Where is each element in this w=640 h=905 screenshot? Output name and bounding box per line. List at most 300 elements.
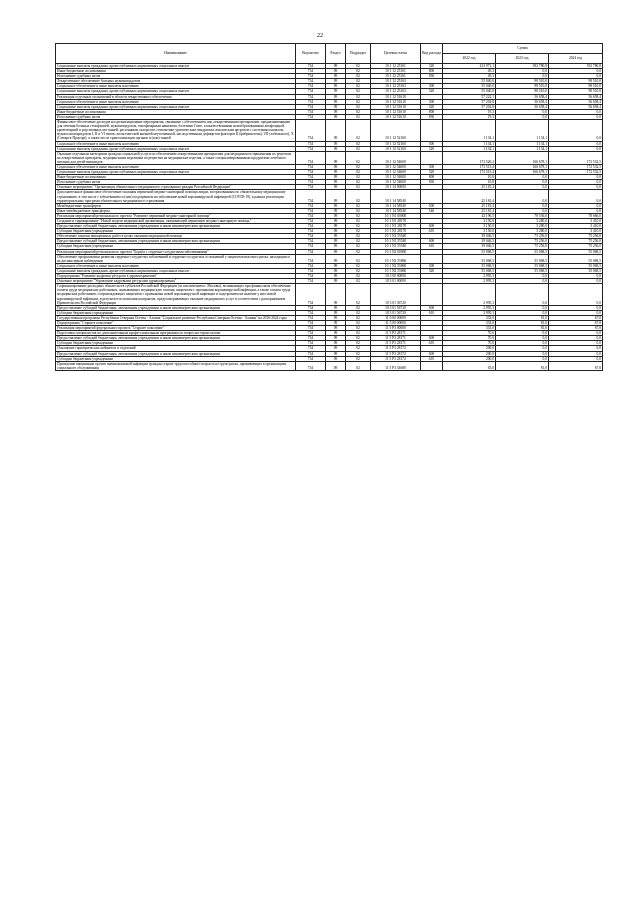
sum-2022-cell: 10,8 <box>443 175 496 180</box>
row-name-cell: Социальное обеспечение и иные выплаты населению <box>56 141 296 146</box>
vid-raskhoda-cell: 600 <box>421 239 443 244</box>
podrazdel-cell: 02 <box>346 64 371 69</box>
celevaya-statya-cell: 10 1 12 51610 <box>371 94 421 99</box>
podrazdel-cell: 02 <box>346 331 371 336</box>
vid-raskhoda-cell: 540 <box>421 208 443 213</box>
row-name-cell: Реализация отдельных полномочий в области лекарственного обеспечения <box>56 94 296 99</box>
sum-2022-cell: 49,3 <box>443 74 496 79</box>
sum-2023-cell: 55 068,5 <box>496 268 549 273</box>
vedomstvo-cell: 734 <box>296 151 326 164</box>
vedomstvo-cell: 734 <box>296 351 326 356</box>
celevaya-statya-cell: 11 5 P3 28171 <box>371 341 421 346</box>
sum-2022-cell: 333,0 <box>443 315 496 320</box>
vedomstvo-cell: 734 <box>296 64 326 69</box>
sum-2023-cell: 166 678,1 <box>496 151 549 164</box>
celevaya-statya-cell: 11 5 P3 28171 <box>371 331 421 336</box>
vid-raskhoda-cell: 600 <box>421 305 443 310</box>
razdel-cell: 09 <box>326 120 346 141</box>
sum-2023-cell: 3 280,0 <box>496 224 549 229</box>
sum-2023-cell: 81,0 <box>496 320 549 325</box>
table-body <box>56 64 603 371</box>
row-name-cell: Оказание отдельным категориям граждан социальной услуги по обеспечению лекарственными препаратами для медицинского применения по рецептам на лекарственные препараты, медицинскими изделиями по рецептам на медицинские изделия, а также специализированными продуктами лечебного питания для детей-инвалидов <box>56 151 296 164</box>
sum-2022-cell: 2 995,3 <box>443 305 496 310</box>
podrazdel-cell: 02 <box>346 208 371 213</box>
sum-2022-cell: 2 995,3 <box>443 284 496 305</box>
sum-2023-cell: 0,0 <box>496 274 549 279</box>
podrazdel-cell: 02 <box>346 346 371 351</box>
sum-2023-cell: 55 068,5 <box>496 249 549 254</box>
celevaya-statya-cell: 11 5 P3 54680 <box>371 361 421 370</box>
sum-2024-cell: 0,0 <box>549 341 603 346</box>
sum-2023-cell: 0,0 <box>496 175 549 180</box>
razdel-cell: 09 <box>326 180 346 185</box>
podrazdel-cell: 02 <box>346 219 371 224</box>
vedomstvo-cell: 734 <box>296 305 326 310</box>
sum-2024-cell: 172 532,5 <box>549 164 603 169</box>
sum-2024-cell: 55 068,5 <box>549 263 603 268</box>
sum-2024-cell: 55 068,5 <box>549 249 603 254</box>
razdel-cell: 09 <box>326 190 346 203</box>
row-name-cell: Основное мероприятие "Организация обязательного медицинского страхования граждан Российской Федерации" <box>56 185 296 190</box>
celevaya-statya-cell: 11 5 P3 28171 <box>371 336 421 341</box>
razdel-cell: 09 <box>326 249 346 254</box>
vid-raskhoda-cell: 610 <box>421 310 443 315</box>
sum-2022-cell: 55 068,5 <box>443 263 496 268</box>
row-name-cell: Субсидии бюджетным учреждениям <box>56 341 296 346</box>
sum-2022-cell: 1 134,1 <box>443 141 496 146</box>
vedomstvo-cell: 734 <box>296 224 326 229</box>
sum-2022-cell: 55 068,5 <box>443 249 496 254</box>
celevaya-statya-cell: 10 1 12 25163 <box>371 89 421 94</box>
sum-2023-cell: 0,0 <box>496 109 549 114</box>
table-row <box>56 284 603 305</box>
sum-2024-cell: 75 256,0 <box>549 244 603 249</box>
podrazdel-cell: 02 <box>346 180 371 185</box>
sum-2024-cell: 0,0 <box>549 208 603 213</box>
sum-2022-cell: 19,3 <box>443 114 496 119</box>
vid-raskhoda-cell: 800 <box>421 175 443 180</box>
vedomstvo-cell: 734 <box>296 69 326 74</box>
sum-2022-cell: 200,0 <box>443 346 496 351</box>
razdel-cell: 09 <box>326 224 346 229</box>
razdel-cell: 09 <box>326 94 346 99</box>
sum-2022-cell: 200,0 <box>443 351 496 356</box>
podrazdel-cell: 02 <box>346 310 371 315</box>
vid-raskhoda-cell <box>421 120 443 141</box>
podrazdel-cell: 02 <box>346 175 371 180</box>
sum-2024-cell: 56 658,4 <box>549 104 603 109</box>
podrazdel-cell: 02 <box>346 315 371 320</box>
row-name-cell: Социальное обеспечение и иные выплаты населению <box>56 99 296 104</box>
sum-2024-cell: 0,0 <box>549 114 603 119</box>
row-name-cell: Социальные выплаты гражданам, кроме публичных нормативных социальных выплат <box>56 146 296 151</box>
razdel-cell: 09 <box>326 219 346 224</box>
sum-2023-cell: 81,0 <box>496 326 549 331</box>
sum-2023-cell: 0,0 <box>496 114 549 119</box>
razdel-cell: 09 <box>326 268 346 273</box>
sum-2024-cell: 0,0 <box>549 351 603 356</box>
sum-2023-cell: 0,0 <box>496 346 549 351</box>
podrazdel-cell: 02 <box>346 120 371 141</box>
sum-2022-cell: 3 150,0 <box>443 224 496 229</box>
row-name-cell: Исполнение судебных актов <box>56 114 296 119</box>
sum-2023-cell: 81,0 <box>496 361 549 370</box>
row-name-cell: Подпрограмма "Развитие кадровых ресурсов в здравоохранении" <box>56 274 296 279</box>
sum-2022-cell: 57 202,8 <box>443 104 496 109</box>
celevaya-statya-cell: 10 1 14 00000 <box>371 185 421 190</box>
podrazdel-cell: 02 <box>346 114 371 119</box>
header-vedomstvo: Ведомство <box>296 44 326 64</box>
celevaya-statya-cell: 10 1 12 51610 <box>371 114 421 119</box>
header-razdel: Раздел <box>326 44 346 64</box>
row-name-cell: Иные бюджетные ассигнования <box>56 175 296 180</box>
vedomstvo-cell: 734 <box>296 170 326 175</box>
sum-2023-cell: 0,0 <box>496 74 549 79</box>
row-name-cell: Исполнение судебных актов <box>56 74 296 79</box>
celevaya-statya-cell: 10 1 N1 28170 <box>371 219 421 224</box>
sum-2023-cell: 56 658,4 <box>496 99 549 104</box>
row-name-cell: Иные межбюджетные трансферты <box>56 208 296 213</box>
razdel-cell: 09 <box>326 84 346 89</box>
sum-2024-cell: 172 532,5 <box>549 170 603 175</box>
sum-2022-cell: 39 046,5 <box>443 234 496 239</box>
podrazdel-cell: 02 <box>346 254 371 263</box>
podrazdel-cell: 02 <box>346 224 371 229</box>
celevaya-statya-cell: 10 1 N2 55860 <box>371 263 421 268</box>
sum-2022-cell: 25 181,4 <box>443 185 496 190</box>
sum-2022-cell: 10,8 <box>443 180 496 185</box>
celevaya-statya-cell: 10 1 N1 55540 <box>371 244 421 249</box>
sum-2023-cell: 0,0 <box>496 203 549 208</box>
row-name-cell: Проведение вакцинации против пневмококковой инфекции граждан старше трудоспособного возраста из групп риска, проживающих в организациях социального обслуживания <box>56 361 296 370</box>
podrazdel-cell: 02 <box>346 141 371 146</box>
razdel-cell: 09 <box>326 279 346 284</box>
sum-2024-cell: 3 410,0 <box>549 224 603 229</box>
sum-2024-cell: 0,0 <box>549 180 603 185</box>
table-row <box>56 361 603 370</box>
row-name-cell: Социальное обеспечение и иные выплаты населению <box>56 263 296 268</box>
sum-2024-cell: 67,8 <box>549 326 603 331</box>
vid-raskhoda-cell: 830 <box>421 74 443 79</box>
vedomstvo-cell: 734 <box>296 249 326 254</box>
vedomstvo-cell: 734 <box>296 336 326 341</box>
row-name-cell: Субсидии бюджетным учреждениям <box>56 356 296 361</box>
sum-2023-cell: 0,0 <box>496 341 549 346</box>
vid-raskhoda-cell: 320 <box>421 89 443 94</box>
podrazdel-cell: 02 <box>346 99 371 104</box>
razdel-cell: 09 <box>326 244 346 249</box>
sum-2023-cell: 75 256,0 <box>496 244 549 249</box>
header-summa: Сумма <box>443 44 603 54</box>
razdel-cell: 09 <box>326 170 346 175</box>
razdel-cell: 09 <box>326 208 346 213</box>
vid-raskhoda-cell: 300 <box>421 141 443 146</box>
row-name-cell: Предоставление субсидий бюджетным, автономным учреждениям и иным некоммерческим организациям <box>56 336 296 341</box>
sum-2022-cell: 173 515,4 <box>443 164 496 169</box>
sum-2023-cell: 55 068,5 <box>496 254 549 263</box>
vedomstvo-cell: 734 <box>296 320 326 325</box>
celevaya-statya-cell: 10 1 14 58540 <box>371 190 421 203</box>
row-name-cell: Субсидии бюджетным учреждениям <box>56 310 296 315</box>
razdel-cell: 09 <box>326 284 346 305</box>
celevaya-statya-cell: 10 1 12 25163 <box>371 79 421 84</box>
sum-2022-cell: 173 526,2 <box>443 151 496 164</box>
podrazdel-cell: 02 <box>346 146 371 151</box>
razdel-cell: 09 <box>326 213 346 218</box>
table-row <box>56 151 603 164</box>
vedomstvo-cell: 734 <box>296 326 326 331</box>
row-name-cell: Субсидии бюджетным учреждениям <box>56 244 296 249</box>
sum-2022-cell: 55 040,0 <box>443 84 496 89</box>
sum-2024-cell: 67,8 <box>549 315 603 320</box>
vedomstvo-cell: 734 <box>296 239 326 244</box>
sum-2023-cell: 56 658,4 <box>496 94 549 99</box>
vedomstvo-cell: 734 <box>296 180 326 185</box>
sum-2023-cell: 75 256,0 <box>496 234 549 239</box>
vedomstvo-cell: 734 <box>296 104 326 109</box>
row-name-cell: Социальные выплаты гражданам, кроме публичных нормативных социальных выплат <box>56 268 296 273</box>
celevaya-statya-cell: 10 1 N1 28170 <box>371 229 421 234</box>
sum-2022-cell: 55 040,0 <box>443 79 496 84</box>
razdel-cell: 09 <box>326 69 346 74</box>
celevaya-statya-cell: 10 1 12 25161 <box>371 64 421 69</box>
vid-raskhoda-cell: 300 <box>421 84 443 89</box>
row-name-cell: Предоставление субсидий бюджетным, автономным учреждениям и иным некоммерческим организациям <box>56 351 296 356</box>
podrazdel-cell: 02 <box>346 244 371 249</box>
header-year-2024: 2024 год <box>549 54 603 64</box>
vedomstvo-cell: 734 <box>296 146 326 151</box>
razdel-cell: 09 <box>326 234 346 239</box>
razdel-cell: 09 <box>326 104 346 109</box>
row-name-cell: Реализация мероприятий федерального проекта "Старшее поколение" <box>56 326 296 331</box>
razdel-cell: 09 <box>326 361 346 370</box>
sum-2024-cell: 3 410,0 <box>549 219 603 224</box>
row-name-cell: Основное мероприятие "Управление кадровыми ресурсами здравоохранения" <box>56 279 296 284</box>
row-name-cell: Предоставление субсидий бюджетным, автономным учреждениям и иным некоммерческим организациям <box>56 224 296 229</box>
vedomstvo-cell: 734 <box>296 361 326 370</box>
sum-2023-cell: 0,0 <box>496 284 549 305</box>
vedomstvo-cell: 734 <box>296 279 326 284</box>
sum-2023-cell: 166 678,1 <box>496 170 549 175</box>
vedomstvo-cell: 734 <box>296 263 326 268</box>
row-name-cell: Лекарственное обеспечение больных муковисцидозом <box>56 79 296 84</box>
razdel-cell: 09 <box>326 315 346 320</box>
sum-2024-cell: 172 532,5 <box>549 151 603 164</box>
celevaya-statya-cell: 10 3 00 00000 <box>371 274 421 279</box>
razdel-cell: 09 <box>326 239 346 244</box>
podrazdel-cell: 02 <box>346 164 371 169</box>
celevaya-statya-cell: 10 1 12 54600 <box>371 151 421 164</box>
vedomstvo-cell: 734 <box>296 99 326 104</box>
podrazdel-cell: 02 <box>346 268 371 273</box>
row-name-cell: Социальные выплаты гражданам, кроме публичных нормативных социальных выплат <box>56 170 296 175</box>
sum-2024-cell: 98 510,0 <box>549 84 603 89</box>
celevaya-statya-cell: 10 1 12 51610 <box>371 99 421 104</box>
razdel-cell: 09 <box>326 346 346 351</box>
sum-2024-cell: 56 658,4 <box>549 94 603 99</box>
sum-2022-cell: 39 046,5 <box>443 239 496 244</box>
razdel-cell: 09 <box>326 164 346 169</box>
sum-2022-cell: 57 222,1 <box>443 94 496 99</box>
celevaya-statya-cell: 10 1 N1 55540 <box>371 234 421 239</box>
vid-raskhoda-cell: 610 <box>421 356 443 361</box>
sum-2023-cell: 0,0 <box>496 351 549 356</box>
row-name-cell: Предоставление субсидий бюджетным, автономным учреждениям и иным некоммерческим организациям <box>56 239 296 244</box>
vid-raskhoda-cell <box>421 254 443 263</box>
sum-2024-cell: 55 068,5 <box>549 254 603 263</box>
sum-2022-cell: 55 040,0 <box>443 89 496 94</box>
celevaya-statya-cell: 10 1 14 58540 <box>371 208 421 213</box>
celevaya-statya-cell: 10 3 01 56720 <box>371 310 421 315</box>
vedomstvo-cell: 734 <box>296 219 326 224</box>
sum-2022-cell: 49,3 <box>443 69 496 74</box>
sum-2023-cell: 1 134,1 <box>496 120 549 141</box>
podrazdel-cell: 02 <box>346 326 371 331</box>
podrazdel-cell: 02 <box>346 84 371 89</box>
vedomstvo-cell: 734 <box>296 268 326 273</box>
podrazdel-cell: 02 <box>346 94 371 99</box>
razdel-cell: 09 <box>326 254 346 263</box>
sum-2024-cell: 0,0 <box>549 310 603 315</box>
celevaya-statya-cell: 10 3 01 56720 <box>371 284 421 305</box>
vid-raskhoda-cell: 610 <box>421 244 443 249</box>
celevaya-statya-cell: 11 0 00 00000 <box>371 315 421 320</box>
sum-2022-cell: 333,0 <box>443 320 496 325</box>
row-name-cell: Обеспечение профилактики развития сердечно-сосудистых заболеваний и сердечно-сосудистых осложнений у пациентов высокого риска, находящихся на диспансерном наблюдении <box>56 254 296 263</box>
celevaya-statya-cell: 10 1 N1 28170 <box>371 224 421 229</box>
celevaya-statya-cell: 10 1 12 51610 <box>371 109 421 114</box>
table-row <box>56 190 603 203</box>
podrazdel-cell: 02 <box>346 305 371 310</box>
sum-2022-cell: 1 134,1 <box>443 120 496 141</box>
row-name-cell: Государственная программа Республики Северная Осетия - Алания "Социальное развитие Республики Северная Осетия - Алания" на 2016-2024 годы <box>56 315 296 320</box>
razdel-cell: 09 <box>326 203 346 208</box>
razdel-cell: 09 <box>326 331 346 336</box>
sum-2024-cell: 0,0 <box>549 190 603 203</box>
sum-2023-cell: 0,0 <box>496 180 549 185</box>
vid-raskhoda-cell: 300 <box>421 99 443 104</box>
sum-2023-cell: 81,0 <box>496 315 549 320</box>
podrazdel-cell: 02 <box>346 341 371 346</box>
razdel-cell: 09 <box>326 146 346 151</box>
sum-2024-cell: 392 780,8 <box>549 64 603 69</box>
vid-raskhoda-cell: 610 <box>421 341 443 346</box>
sum-2024-cell: 0,0 <box>549 331 603 336</box>
sum-2022-cell: 70,0 <box>443 341 496 346</box>
sum-2024-cell: 0,0 <box>549 141 603 146</box>
row-name-cell: Межбюджетные трансферты <box>56 203 296 208</box>
sum-2022-cell: 2 995,3 <box>443 279 496 284</box>
vedomstvo-cell: 734 <box>296 109 326 114</box>
sum-2024-cell: 78 666,0 <box>549 213 603 218</box>
sum-2022-cell: 333,0 <box>443 326 496 331</box>
header-year-2023: 2023 год <box>496 54 549 64</box>
vid-raskhoda-cell <box>421 190 443 203</box>
celevaya-statya-cell: 10 1 12 54600 <box>371 170 421 175</box>
table-row <box>56 254 603 263</box>
sum-2023-cell: 0,0 <box>496 331 549 336</box>
vedomstvo-cell: 734 <box>296 164 326 169</box>
vid-raskhoda-cell: 600 <box>421 336 443 341</box>
vid-raskhoda-cell: 600 <box>421 351 443 356</box>
podrazdel-cell: 02 <box>346 151 371 164</box>
sum-2024-cell: 55 068,5 <box>549 268 603 273</box>
row-name-cell: Иные бюджетные ассигнования <box>56 69 296 74</box>
vedomstvo-cell: 734 <box>296 234 326 239</box>
header-name: Наименование <box>56 44 296 64</box>
row-name-cell: Подготовка специалистов по дополнительным профессиональным программам по вопросам геронтологии <box>56 331 296 336</box>
sum-2023-cell: 0,0 <box>496 305 549 310</box>
sum-2023-cell: 0,0 <box>496 190 549 203</box>
sum-2022-cell: 42 196,5 <box>443 213 496 218</box>
podrazdel-cell: 02 <box>346 274 371 279</box>
vedomstvo-cell: 734 <box>296 74 326 79</box>
razdel-cell: 09 <box>326 175 346 180</box>
sum-2022-cell: 3 150,0 <box>443 219 496 224</box>
celevaya-statya-cell: 10 1 N1 00000 <box>371 213 421 218</box>
sum-2022-cell: 70,0 <box>443 331 496 336</box>
vedomstvo-cell: 734 <box>296 175 326 180</box>
razdel-cell: 09 <box>326 341 346 346</box>
table-row <box>56 120 603 141</box>
celevaya-statya-cell: 10 1 12 25161 <box>371 74 421 79</box>
razdel-cell: 09 <box>326 336 346 341</box>
sum-2023-cell: 166 678,1 <box>496 164 549 169</box>
row-name-cell: Дополнительное финансовое обеспечение оказания первичной медико-санитарной помощи лицам, застрахованным по обязательному медицинскому страхованию, в том числе с заболеванием и (или) подозрением на заболевание новой коронавирусной инфекцией (COVID-19), в рамках реализации территориальных программ обязательного медицинского страхования <box>56 190 296 203</box>
sum-2023-cell: 98 510,0 <box>496 79 549 84</box>
celevaya-statya-cell: 10 1 12 54600 <box>371 175 421 180</box>
sum-2024-cell: 0,0 <box>549 109 603 114</box>
razdel-cell: 09 <box>326 89 346 94</box>
vedomstvo-cell: 734 <box>296 120 326 141</box>
sum-2024-cell: 0,0 <box>549 305 603 310</box>
sum-2023-cell: 75 256,0 <box>496 239 549 244</box>
row-name-cell: Социальные выплаты гражданам, кроме публичных нормативных социальных выплат <box>56 104 296 109</box>
vedomstvo-cell: 734 <box>296 79 326 84</box>
row-name-cell: Субсидии бюджетным учреждениям <box>56 229 296 234</box>
sum-2024-cell: 0,0 <box>549 336 603 341</box>
sum-2024-cell: 98 510,0 <box>549 89 603 94</box>
razdel-cell: 09 <box>326 64 346 69</box>
vid-raskhoda-cell: 320 <box>421 104 443 109</box>
row-name-cell: Реализация мероприятий регионального проекта "Развитие первичной медико-санитарной помощи" <box>56 213 296 218</box>
vid-raskhoda-cell: 320 <box>421 170 443 175</box>
sum-2022-cell: 25 181,4 <box>443 208 496 213</box>
sum-2022-cell: 55 068,5 <box>443 268 496 273</box>
vid-raskhoda-cell: 830 <box>421 114 443 119</box>
razdel-cell: 09 <box>326 310 346 315</box>
sum-2022-cell: 25 181,4 <box>443 203 496 208</box>
razdel-cell: 09 <box>326 356 346 361</box>
row-name-cell: Обеспечение закупки авиационных работ в целях оказания медицинской помощи <box>56 234 296 239</box>
celevaya-statya-cell: 10 3 01 00000 <box>371 279 421 284</box>
sum-2024-cell: 0,0 <box>549 175 603 180</box>
celevaya-statya-cell: 11 5 00 00000 <box>371 320 421 325</box>
sum-2023-cell: 0,0 <box>496 310 549 315</box>
row-name-cell: Реализация мероприятий регионального проекта "Борьба с сердечно-сосудистыми заболеваниями" <box>56 249 296 254</box>
sum-2022-cell: 2 995,3 <box>443 274 496 279</box>
sum-2023-cell: 0,0 <box>496 69 549 74</box>
header-vid-raskhoda: Вид расхода <box>421 44 443 64</box>
celevaya-statya-cell: 10 1 12 25161 <box>371 69 421 74</box>
sum-2023-cell: 55 068,5 <box>496 263 549 268</box>
row-name-cell: Создание и тиражирование "Новой модели медицинской организации, оказывающей первичную медико-санитарную помощь" <box>56 219 296 224</box>
podrazdel-cell: 02 <box>346 190 371 203</box>
vedomstvo-cell: 734 <box>296 229 326 234</box>
celevaya-statya-cell: 11 5 P3 28172 <box>371 346 421 351</box>
podrazdel-cell: 02 <box>346 351 371 356</box>
celevaya-statya-cell: 10 1 14 58540 <box>371 203 421 208</box>
